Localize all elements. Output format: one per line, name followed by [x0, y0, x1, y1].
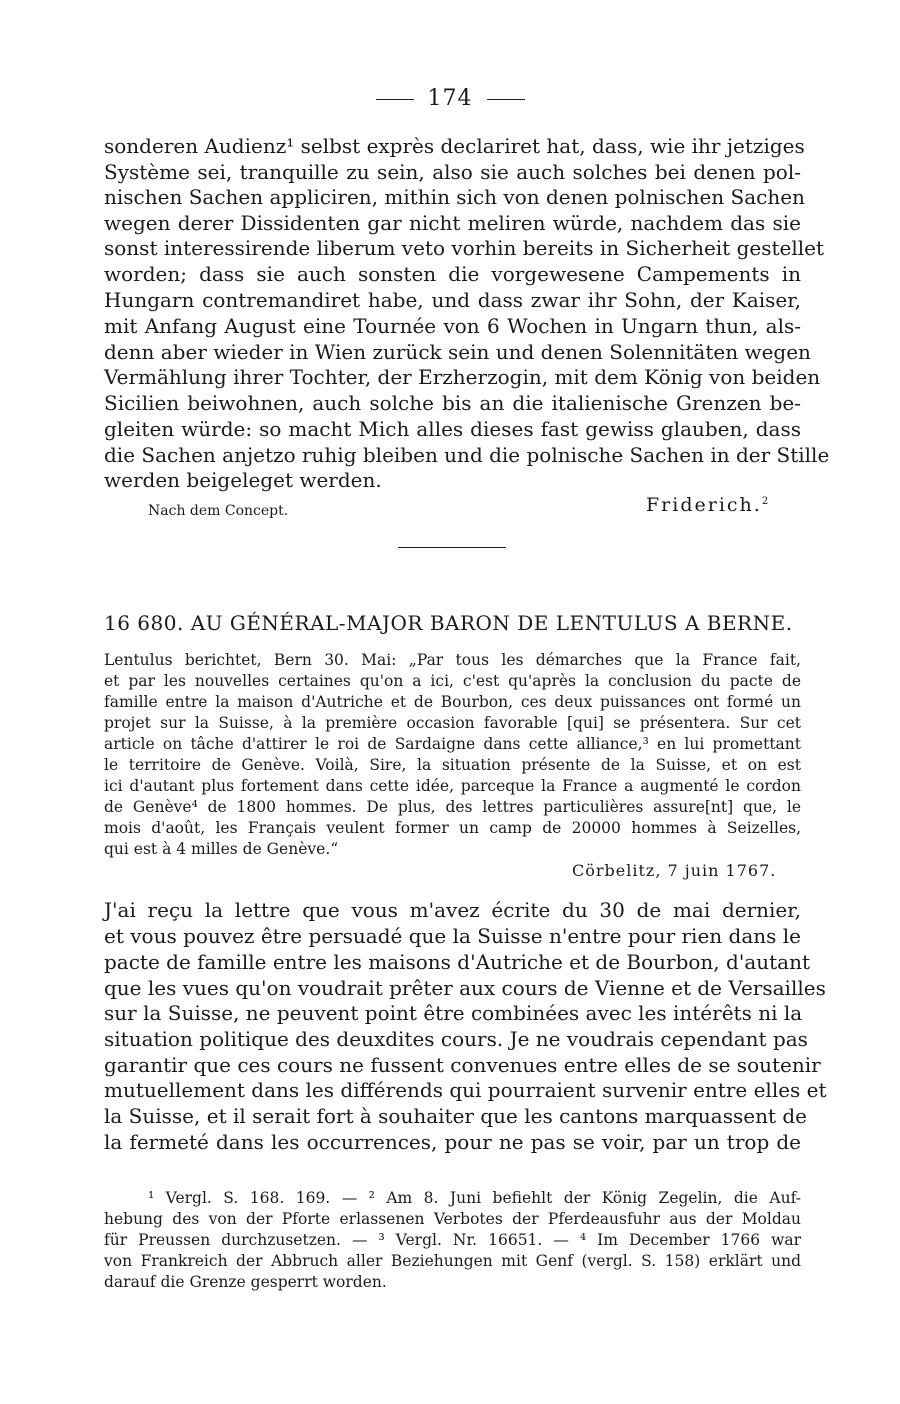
- body-line: la fermeté dans les occurrences, pour ne pas se voir, par un trop de: [104, 1130, 801, 1154]
- letter1-line: Système sei, tranquille zu sein, also sie auch solches bei denen pol-: [104, 160, 801, 184]
- summary-line: Lentulus berichtet, Bern 30. Mai: „Par tous les démarches que la France fait,: [104, 651, 801, 669]
- footnote-line: hebung des von der Pforte erlassenen Verbotes der Pferdeausfuhr aus der Moldau: [104, 1210, 801, 1228]
- footnote-line: darauf die Grenze gesperrt worden.: [104, 1273, 387, 1291]
- signature-text: Friderich.: [646, 494, 762, 516]
- page-number: 174: [427, 86, 473, 111]
- letter1-line: Vermählung ihrer Tochter, der Erzherzogin, mit dem König von beiden: [104, 365, 821, 389]
- letter1-line: Sicilien beiwohnen, auch solche bis an die italienische Grenzen be-: [104, 391, 801, 415]
- letter1-line: die Sachen anjetzo ruhig bleiben und die polnische Sachen in der Stille: [104, 443, 830, 467]
- summary-line: famille entre la maison d'Autriche et de Bourbon, ces deux puissances ont formé un: [104, 693, 801, 711]
- body-line: que les vues qu'on voudrait prêter aux cours de Vienne et de Versailles: [104, 976, 826, 1000]
- letter1-line: gleiten würde: so macht Mich alles dieses fast gewiss glauben, dass: [104, 417, 801, 441]
- body-line: situation politique des deuxdites cours. Je ne voudrais cependant pas: [104, 1027, 808, 1051]
- summary-line: qui est à 4 milles de Genève.“: [104, 840, 339, 858]
- letter-title: 16 680. AU GÉNÉRAL-MAJOR BARON DE LENTULUS A BERNE.: [104, 611, 793, 635]
- letter1-line: wegen derer Dissidenten gar nicht meliren würde, nachdem das sie: [104, 211, 801, 235]
- section-divider: [398, 547, 506, 548]
- body-line: mutuellement dans les différends qui pourraient survenir entre elles et: [104, 1078, 827, 1102]
- body-line: J'ai reçu la lettre que vous m'avez écrite du 30 de mai dernier,: [104, 898, 801, 922]
- letter1-line: sonderen Audienz¹ selbst exprès declariret hat, dass, wie ihr jetziges: [104, 134, 805, 158]
- summary-line: mois d'août, les Français veulent former un camp de 20000 hommes à Seizelles,: [104, 819, 801, 837]
- body-line: garantir que ces cours ne fussent convenues entre elles de se soutenir: [104, 1053, 821, 1077]
- footnote-line: von Frankreich der Abbruch aller Beziehungen mit Genf (vergl. S. 158) erklärt und: [104, 1252, 801, 1270]
- letter1-line: nischen Sachen appliciren, mithin sich von denen polnischen Sachen: [104, 185, 805, 209]
- summary-line: de Genève⁴ de 1800 hommes. De plus, des lettres particulières assure[nt] que, le: [104, 798, 801, 816]
- dateline: Cörbelitz, 7 juin 1767.: [572, 861, 777, 880]
- summary-line: projet sur la Suisse, à la première occasion favorable [qui] se présentera. Sur cet: [104, 714, 801, 732]
- body-line: et vous pouvez être persuadé que la Suisse n'entre pour rien dans le: [104, 924, 801, 948]
- summary-line: ici d'autant plus fortement dans cette idée, parceque la France a augmenté le cordon: [104, 777, 801, 795]
- letter1-line: worden; dass sie auch sonsten die vorgewesene Campements in: [104, 262, 801, 286]
- letter1-line: werden beigeleget werden.: [104, 468, 382, 492]
- body-line: pacte de famille entre les maisons d'Autriche et de Bourbon, d'autant: [104, 950, 811, 974]
- source-note: Nach dem Concept.: [148, 503, 289, 519]
- signature-footnote-mark: 2: [761, 496, 771, 507]
- body-line: la Suisse, et il serait fort à souhaiter que les cantons marquassent de: [104, 1104, 807, 1128]
- letter1-line: mit Anfang August eine Tournée von 6 Wochen in Ungarn thun, als-: [104, 314, 801, 338]
- letter1-line: Hungarn contremandiret habe, und dass zwar ihr Sohn, der Kaiser,: [104, 288, 801, 312]
- summary-line: article on tâche d'attirer le roi de Sardaigne dans cette alliance,³ en lui promettant: [104, 735, 801, 753]
- signature: [646, 494, 770, 516]
- letter1-line: denn aber wieder in Wien zurück sein und denen Solennitäten wegen: [104, 340, 811, 364]
- header-dash-left: [376, 99, 414, 100]
- summary-line: le territoire de Genève. Voilà, Sire, la situation présente de la Suisse, et on est: [104, 756, 801, 774]
- footnote-line: ¹ Vergl. S. 168. 169. — ² Am 8. Juni befiehlt der König Zegelin, die Auf-: [148, 1189, 801, 1207]
- letter1-line: sonst interessirende liberum veto vorhin bereits in Sicherheit gestellet: [104, 236, 825, 260]
- header-dash-right: [487, 99, 525, 100]
- footnote-line: für Preussen durchzusetzen. — ³ Vergl. Nr. 16651. — ⁴ Im December 1766 war: [104, 1231, 801, 1249]
- page-header: [0, 86, 900, 111]
- body-line: sur la Suisse, ne peuvent point être combinées avec les intérêts ni la: [104, 1001, 803, 1025]
- summary-line: et par les nouvelles certaines qu'on a ici, c'est qu'après la conclusion du pacte de: [104, 672, 801, 690]
